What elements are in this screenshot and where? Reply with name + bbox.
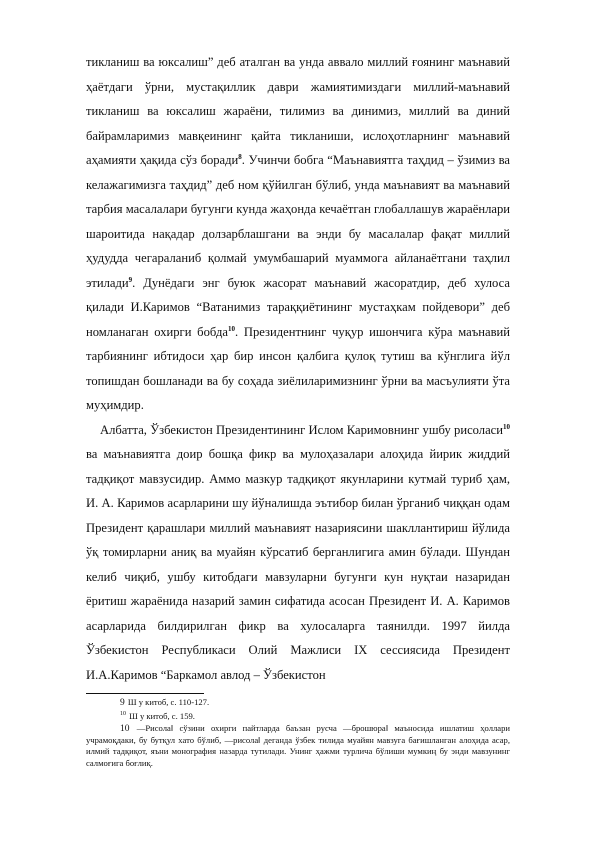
footnote-ref-10a[interactable]: 10 [227,324,235,333]
footnote-9 [86,697,510,709]
footnote-10a-number: 10 [120,711,126,718]
footnote-ref-10b[interactable]: 10 [503,422,510,431]
document-page [86,50,510,769]
paragraph-1 [86,50,510,418]
paragraph-2-text-a: Албатта, Ўзбекистон Президентининг Ислом Каримовнинг ушбу рисоласи [100,422,503,437]
footnote-divider [86,693,204,694]
paragraph-2 [86,418,510,688]
paragraph-1-text-a: тикланиш ва юксалиш” деб аталган ва унда аввало миллий ғоянинг маънавий ҳаётдаги ўрни, мустақиллик даври жамиятимиздаги миллий-маънавий тикланиш ва юксалиш жараёни, тилимиз ва динимиз, миллий ва диний байрамларимиз мавқеининг қайта тикланиши, ислоҳотларнинг маънавий аҳамияти ҳақида сўз боради [86,55,510,167]
footnote-10a-text: Ш у китоб, с. 159. [127,711,195,722]
footnote-9-text: Ш у китоб, с. 110-127. [125,697,210,707]
footnote-ref-8[interactable]: 8 [238,152,242,161]
paragraph-1-text-c: . Дунёдаги энг буюк жасорат маънавий жасоратдир, деб хулоса қилади И.Каримов “Ватанимиз тараққиётининг мустаҳкам пойдевори” деб номланаган охирги бобда [86,275,510,339]
paragraph-1-text-d: . Президентнинг чуқур ишончига кўра маънавий тарбиянинг ибтидоси ҳар бир инсон қалбига қулоқ тутиш ва кўнглига йўл топишдан бошланади ва бу соҳада зиёлиларимизнинг ўрни ва масъулияти ўта муҳимдир. [86,324,510,412]
footnote-ref-9[interactable]: 9 [128,275,133,284]
footnote-10a [86,709,510,722]
footnote-10b-number: 10 [120,723,130,734]
footnote-10b-text: ―Рисола‖ сўзини охирги пайтларда баъзан русча ―брошюра‖ маъносида ишлатиш ҳоллари учрамоқдаки, бу бутқул хато бўлиб, ―рисола‖ деганда ўзбек тилида муайян мавзуга бағишланган алоҳида асар, илмий тадқиқот, яъни монография назарда тутилади. Унинг ҳажми турлича бўлиши мумкиң бу энди мавзунинг салмоғига боғлиқ. [86,722,510,768]
footnote-9-number: 9 [120,698,125,708]
footnote-10b [86,723,510,770]
paragraph-1-text-b: . Учинчи бобга “Маънавиятга таҳдид – ўзимиз ва келажагимизга таҳдид” деб ном қўйилган бўлиб, унда маънавият ва маънавий тарбия масалалари бугунги кунда жаҳонда кечаётган глобаллашув жараёнлари шароитида нақадар долзарблашгани ва энди бу масалалар фақат миллий ҳудудда чегараланиб қолмай умумбашарий муаммога айланаётгани таҳлил этилади [86,153,510,290]
paragraph-2-text-b: ва маънавиятга доир бошқа фикр ва мулоҳазалари алоҳида йирик жиддий тадқиқот мавзусидир. Аммо мазкур тадқиқот якунларини кутмай туриб ҳам, И. А. Каримов асарларини шу йўналишда эътибор билан ўрганиб чиққан одам Президент қарашлари миллий маънавият назариясини шакллантириш йўлида ўқ томирларни аниқ ва муайян кўрсатиб берганлигига амин бўлади. Шундан келиб чиқиб, ушбу китобдаги мавзуларни бугунги кун нуқтаи назаридан ёритиш жараёнида назарий замин сифатида асосан Президент И. А. Каримов асарларида билдирилган фикр ва хулосаларга таянилди. 1997 йилда Ўзбекистон Республикаси Олий Мажлиси IX сессиясида Президент И.А.Каримов “Баркамол авлод – Ўзбекистон [86,447,510,682]
